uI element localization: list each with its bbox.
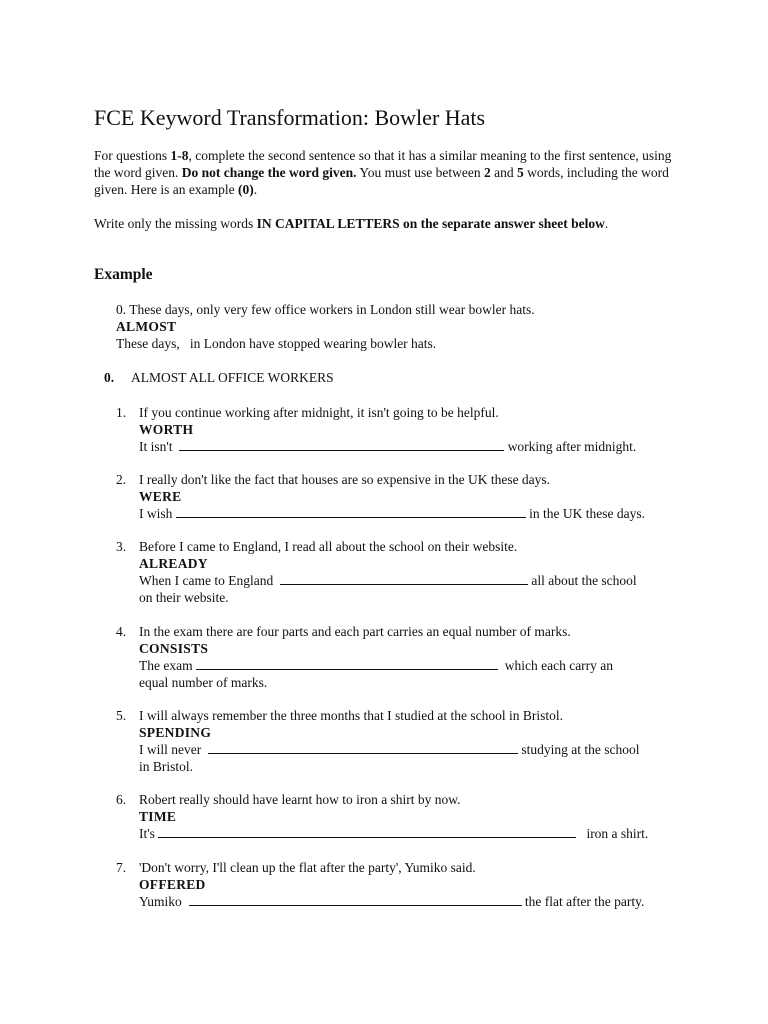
answer-blank[interactable]: [189, 893, 522, 906]
instructions-paragraph-1: For questions 1-8, complete the second sentence so that it has a similar meaning to the first sentence, using the word given. Do not change the word given. You must use between 2 and 5 words, including the word given. Here is an example (0).: [94, 148, 672, 197]
question-sentence: Robert really should have learnt how to iron a shirt by now.: [139, 792, 461, 807]
example-block: [116, 301, 696, 352]
example-answer-text: ALMOST ALL OFFICE WORKERS: [131, 370, 334, 385]
answer-blank[interactable]: [176, 505, 526, 518]
answer-blank[interactable]: [196, 657, 498, 670]
question-number: 2.: [116, 472, 127, 487]
question-keyword: SPENDING: [139, 725, 212, 740]
instructions: [94, 147, 684, 232]
question-number: 5.: [116, 708, 127, 723]
example-answer: [104, 369, 334, 386]
question-keyword: ALREADY: [139, 556, 208, 571]
question-keyword: CONSISTS: [139, 641, 209, 656]
example-heading: Example: [94, 266, 153, 283]
question-number: 4.: [116, 624, 127, 639]
question-number: 7.: [116, 860, 127, 875]
question-sentence: Before I came to England, I read all about the school on their website.: [139, 539, 518, 554]
instructions-paragraph-2: Write only the missing words IN CAPITAL LETTERS on the separate answer sheet below.: [94, 216, 609, 231]
example-answer-number: 0.: [104, 370, 115, 385]
question-number: 3.: [116, 539, 127, 554]
question-keyword: WORTH: [139, 422, 194, 437]
answer-blank[interactable]: [179, 438, 504, 451]
answer-blank[interactable]: [158, 825, 576, 838]
question-sentence: I really don't like the fact that houses are so expensive in the UK these days.: [139, 472, 551, 487]
example-sentence: 0. These days, only very few office workers in London still wear bowler hats.: [116, 302, 535, 317]
question-keyword: WERE: [139, 489, 182, 504]
question-sentence: 'Don't worry, I'll clean up the flat after the party', Yumiko said.: [139, 860, 476, 875]
question-number: 1.: [116, 405, 127, 420]
example-rewrite: These days, in London have stopped wearing bowler hats.: [116, 336, 437, 351]
answer-blank[interactable]: [208, 741, 518, 754]
question-number: 6.: [116, 792, 127, 807]
question-sentence: In the exam there are four parts and each part carries an equal number of marks.: [139, 624, 571, 639]
question-keyword: TIME: [139, 809, 177, 824]
question-keyword: OFFERED: [139, 877, 206, 892]
question-sentence: I will always remember the three months that I studied at the school in Bristol.: [139, 708, 564, 723]
example-keyword: ALMOST: [116, 319, 177, 334]
worksheet-page: FCE Keyword Transformation: Bowler Hats For questions 1-8, complete the second sentence so that it has a similar meaning to the first sentence, using the word given. Do not change the word given. You must use between 2 and 5 words, including the word given. Here is an example (0). Write only the missing words IN CAPITAL LETTERS on the separate answer sheet below. Example 0. These days, only very few office workers in London still wear bowler hats. ALMOST These days, in London have stopped wearing bowler hats. 0. ALMOST ALL OFFICE WORKERS 1. If you continue working after midnight, it isn't going to be helpful. WORTH It isn't working after midnight. 2. I really don't like the fact that houses are so expensive in the UK these days. WERE I wish in the UK these days. 3. Before I came to England, I read all about the school on their website. ALREADY When I came to England all about the school on their website. 4. In the exam there are four parts and each part carries an equal number of marks. CONSISTS The exam which each carry an equal number of marks. 5. I will always remember the three months that I studied at the school in Bristol. SPENDING I will never studying at the school in Bristol. 6. Robert really should have learnt how to iron a shirt by now. TIME It's iron a shirt. 7. 'Don't worry, I'll clean up the flat after the party', Yumiko said. OFFERED Yumiko the flat after the party.: [0, 0, 768, 1024]
answer-blank[interactable]: [280, 572, 528, 585]
question-sentence: If you continue working after midnight, it isn't going to be helpful.: [139, 405, 499, 420]
page-title: FCE Keyword Transformation: Bowler Hats: [94, 105, 486, 130]
